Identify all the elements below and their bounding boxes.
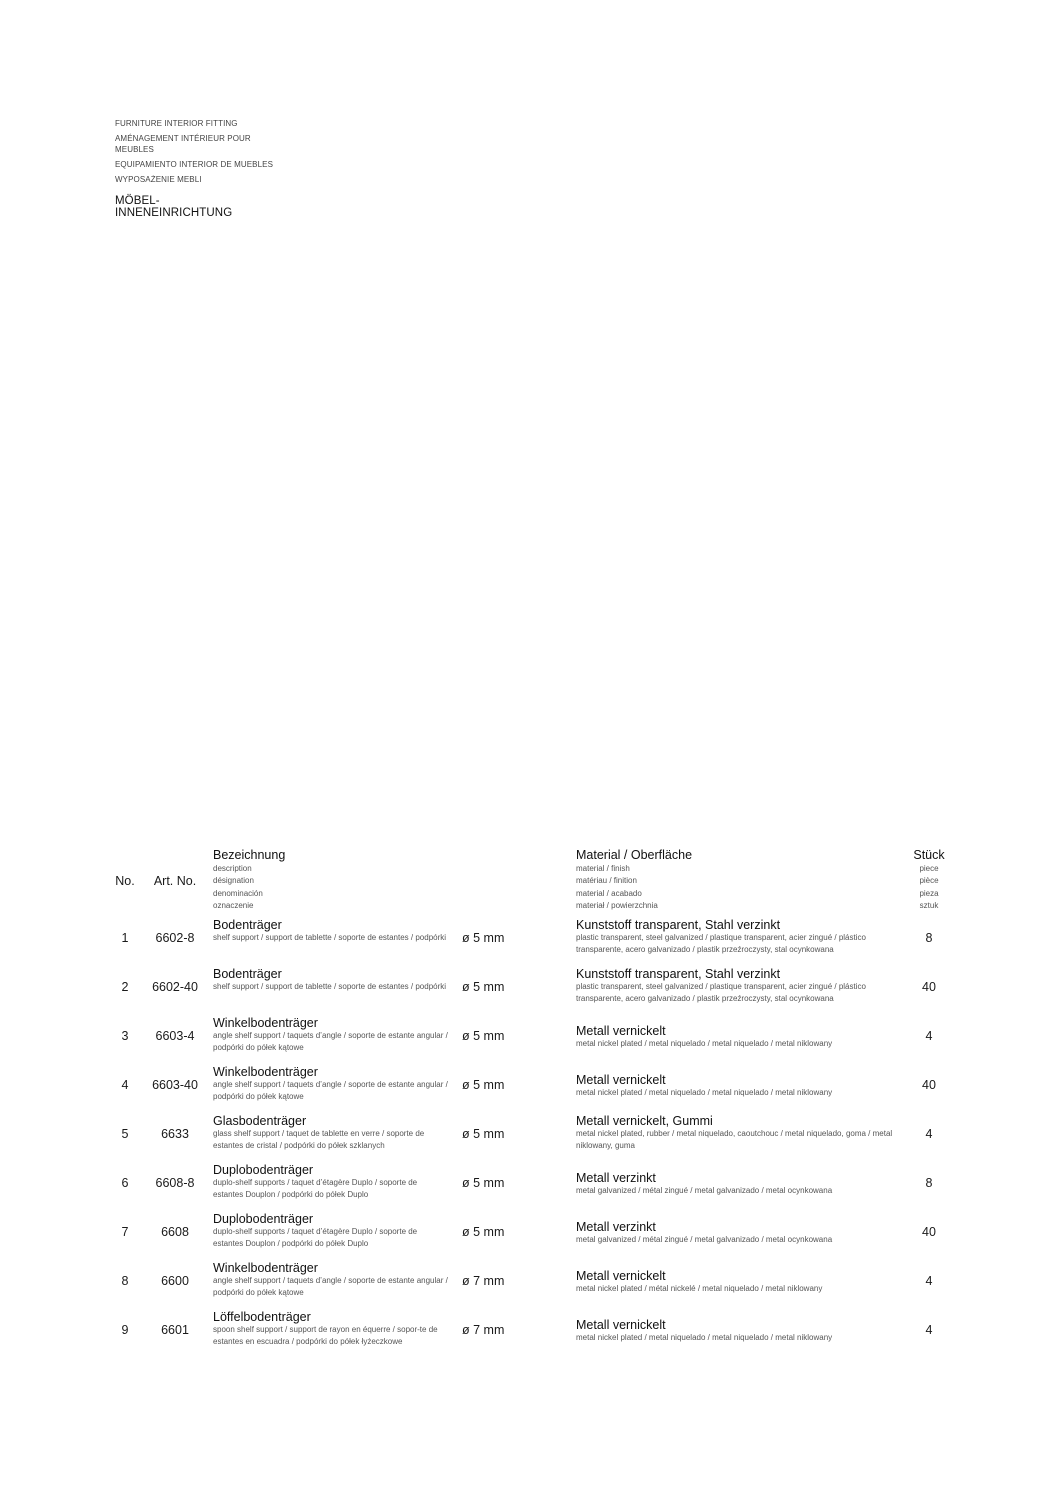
table-row [112,1016,952,1065]
table-row [112,1065,952,1114]
row-quantity: 4 [925,1029,933,1043]
row-name: Winkelbodenträger [213,1016,318,1030]
header-description-sub: désignation [213,876,254,886]
row-desc: glass shelf support / taquet de tablette en verre / soporte de estantes de cristal / podpórki do półek szklanych [213,1129,425,1150]
row-no: 8 [121,1274,129,1288]
row-material-name: Metall vernickelt [576,1318,666,1332]
row-art-no: 6633 [161,1127,189,1141]
row-quantity: 8 [925,1176,933,1190]
row-name: Bodenträger [213,967,282,981]
row-quantity: 40 [922,1225,936,1239]
row-material [576,1318,906,1344]
row-quantity: 4 [925,1127,933,1141]
row-no: 3 [121,1029,129,1043]
row-desc: angle shelf support / taquets d’angle / soporte de estante angular / podpórki do półek kątowe [213,1080,448,1101]
row-material [576,1220,906,1246]
row-no: 9 [121,1323,129,1337]
header-description-title: Bezeichnung [213,848,286,862]
header-material-sub: matériau / finition [576,876,637,886]
row-finish: metal nickel plated, rubber / metal niquelado, caoutchouc / metal niquelado, goma / metal niklowany, guma [576,1129,893,1150]
row-finish: plastic transparent, steel galvanized / plastique transparent, acier zingué / plástico transparente, acero galvanizado / plastik przeźroczysty, stal ocynkowana [576,982,866,1003]
row-diameter: ø 5 mm [462,1225,505,1239]
row-material-name: Metall vernickelt, Gummi [576,1114,713,1128]
row-art-no: 6608 [161,1225,189,1239]
row-art-no: 6602-8 [155,931,195,945]
header-quantity-sub: pièce [919,876,939,886]
row-desc: angle shelf support / taquets d’angle / soporte de estante angular / podpórki do półek kątowe [213,1031,448,1052]
header-quantity [910,848,948,913]
header-art-no: Art. No. [153,874,197,888]
header-quantity-sub: sztuk [919,901,939,911]
row-material [576,1269,906,1295]
header-no: No. [115,874,135,888]
row-finish: metal nickel plated / metal niquelado / metal niquelado / metal niklowany [576,1088,833,1097]
row-description [213,1065,448,1103]
row-description [213,1261,448,1299]
row-finish: metal nickel plated / metal niquelado / metal niquelado / metal niklowany [576,1039,833,1048]
row-art-no: 6608-8 [155,1176,195,1190]
row-finish: metal nickel plated / métal nickelé / metal niquelado / metal niklowany [576,1284,823,1293]
row-no: 7 [121,1225,129,1239]
row-description [213,1114,448,1152]
row-finish: plastic transparent, steel galvanized / plastique transparent, acier zingué / plástico transparente, acero galvanizado / plastik przeźroczysty, stal ocynkowana [576,933,866,954]
header-material-sub: material / finish [576,864,630,873]
row-material [576,1114,906,1152]
row-art-no: 6600 [161,1274,189,1288]
header-quantity-title: Stück [913,848,945,862]
row-material-name: Metall vernickelt [576,1073,666,1087]
row-description [213,918,448,944]
header-line-pl: WYPOSAŻENIE MEBLI [115,175,202,184]
row-name: Winkelbodenträger [213,1261,318,1275]
row-diameter: ø 7 mm [462,1274,505,1288]
table-header [112,848,952,918]
table-row [112,1212,952,1261]
header-description-sub: oznaczenie [213,901,254,911]
product-table [112,848,952,1359]
row-art-no: 6603-40 [152,1078,198,1092]
row-material-name: Metall verzinkt [576,1220,656,1234]
header-line-fr: AMÉNAGEMENT INTÉRIEUR POUR MEUBLES [115,134,251,154]
row-desc: spoon shelf support / support de rayon en équerre / sopor-te de estantes en escuadra / podpórki do półek łyżeczkowe [213,1325,438,1346]
row-diameter: ø 5 mm [462,1078,505,1092]
row-desc: shelf support / support de tablette / soporte de estantes / podpórki [213,933,447,942]
row-desc: shelf support / support de tablette / soporte de estantes / podpórki [213,982,447,991]
row-description [213,967,448,993]
row-diameter: ø 5 mm [462,1029,505,1043]
row-name: Duplobodenträger [213,1212,314,1226]
header-quantity-sub: piece [919,864,939,873]
row-desc: angle shelf support / taquets d’angle / soporte de estante angular / podpórki do półek kątowe [213,1276,448,1297]
row-name: Bodenträger [213,918,282,932]
row-no: 4 [121,1078,129,1092]
table-row [112,1261,952,1310]
header-description-sub: denominación [213,888,263,898]
catalog-header [115,118,275,219]
header-material [576,848,906,913]
row-diameter: ø 5 mm [462,1127,505,1141]
table-row [112,967,952,1016]
header-line-en: FURNITURE INTERIOR FITTING [115,119,238,128]
header-material-title: Material / Oberfläche [576,848,693,862]
row-description [213,1163,448,1201]
row-desc: duplo-shelf supports / taquet d’étagère Duplo / soporte de estantes Douplon / podpórki do półek Duplo [213,1178,418,1199]
row-description [213,1310,448,1348]
row-art-no: 6602-40 [152,980,198,994]
header-description-sub: description [213,864,252,873]
row-art-no: 6603-4 [155,1029,195,1043]
row-material-name: Kunststoff transparent, Stahl verzinkt [576,918,781,932]
row-finish: metal galvanized / métal zingué / metal galvanizado / metal ocynkowana [576,1186,833,1195]
row-no: 6 [121,1176,129,1190]
row-material-name: Metall vernickelt [576,1024,666,1038]
header-quantity-sub: pieza [919,888,939,898]
row-description [213,1212,448,1250]
row-no: 5 [121,1127,129,1141]
row-art-no: 6601 [161,1323,189,1337]
row-diameter: ø 5 mm [462,931,505,945]
row-material [576,967,906,1005]
row-no: 1 [121,931,129,945]
row-material-name: Kunststoff transparent, Stahl verzinkt [576,967,781,981]
row-desc: duplo-shelf supports / taquet d’étagère Duplo / soporte de estantes Douplon / podpórki do półek Duplo [213,1227,418,1248]
row-name: Glasbodenträger [213,1114,307,1128]
table-row [112,1163,952,1212]
table-row [112,918,952,967]
row-material [576,918,906,956]
page-title: MÖBEL-INNENEINRICHTUNG [115,195,233,219]
row-quantity: 40 [922,1078,936,1092]
row-name: Löffelbodenträger [213,1310,311,1324]
table-row [112,1114,952,1163]
table-row [112,1310,952,1359]
row-material-name: Metall vernickelt [576,1269,666,1283]
header-description [213,848,448,913]
row-material [576,1073,906,1099]
row-quantity: 40 [922,980,936,994]
header-material-sub: material / acabado [576,888,642,898]
row-diameter: ø 7 mm [462,1323,505,1337]
row-name: Duplobodenträger [213,1163,314,1177]
row-finish: metal nickel plated / metal niquelado / metal niquelado / metal niklowany [576,1333,833,1342]
row-quantity: 4 [925,1274,933,1288]
row-description [213,1016,448,1054]
header-line-es: EQUIPAMIENTO INTERIOR DE MUEBLES [115,160,274,169]
row-quantity: 8 [925,931,933,945]
row-diameter: ø 5 mm [462,980,505,994]
row-material [576,1024,906,1050]
row-quantity: 4 [925,1323,933,1337]
row-finish: metal galvanized / métal zingué / metal galvanizado / metal ocynkowana [576,1235,833,1244]
row-no: 2 [121,980,129,994]
row-diameter: ø 5 mm [462,1176,505,1190]
row-material-name: Metall verzinkt [576,1171,656,1185]
header-material-sub: materiał / powierzchnia [576,901,658,911]
row-material [576,1171,906,1197]
row-name: Winkelbodenträger [213,1065,318,1079]
